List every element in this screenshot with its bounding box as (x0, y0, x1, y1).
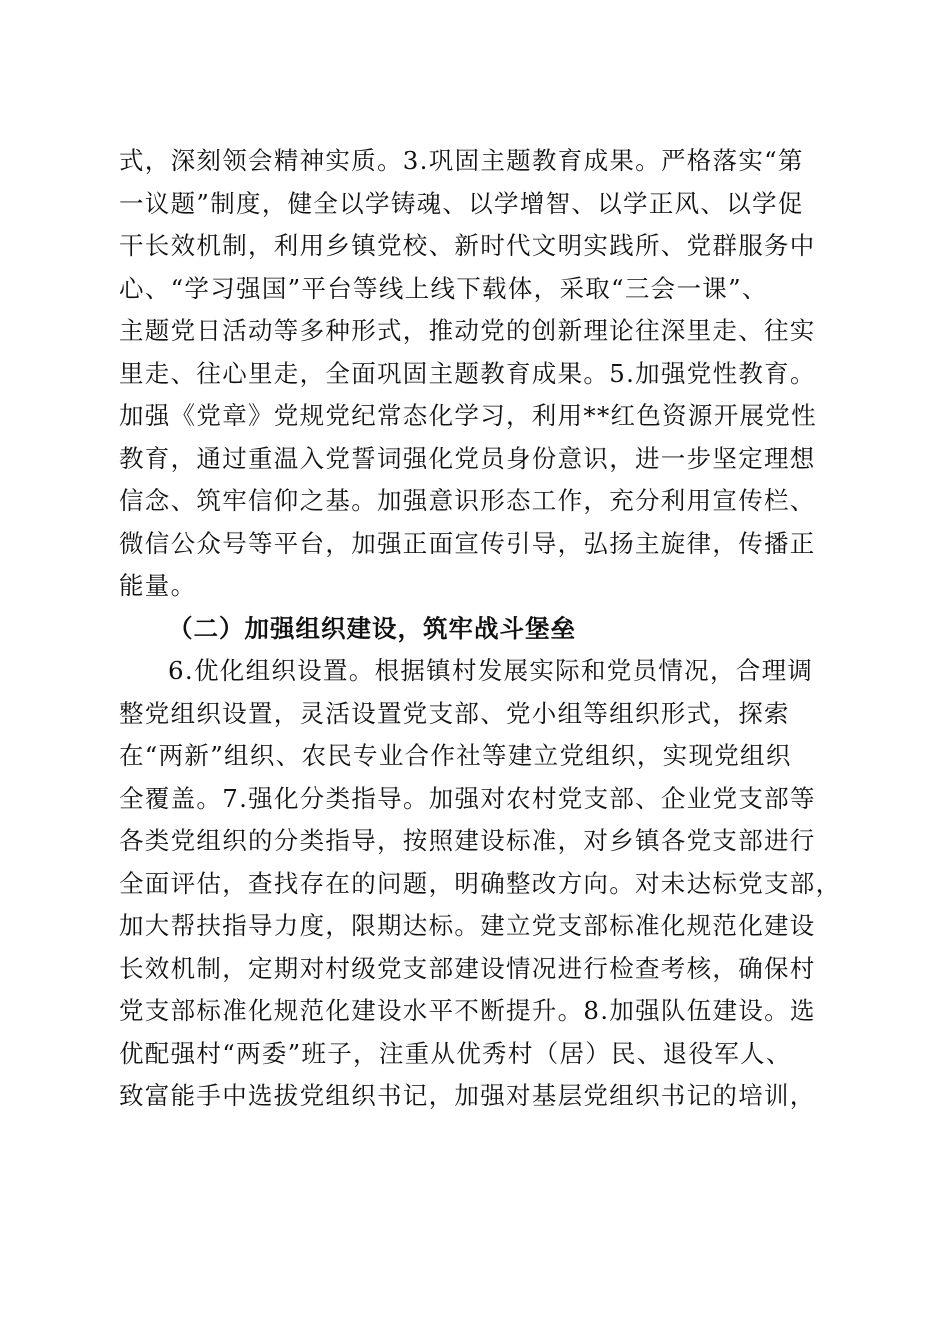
text-line: 一议题”制度，健全以学铸魂、以学增智、以学正风、以学促 (119, 188, 804, 218)
text-line: 式，深刻领会精神实质。3.巩固主题教育成果。严格落实“第 (119, 146, 804, 175)
text-line: 微信公众号等平台，加强正面宣传引导，弘扬主旋律，传播正 (119, 528, 816, 558)
document-body (119, 140, 842, 1118)
text-line: 6.优化组织设置。根据镇村发展实际和党员情况，合理调 (168, 656, 814, 685)
text-line: 致富能手中选拔党组织书记，加强对基层党组织书记的培训， (119, 1081, 816, 1110)
text-line: 能量。 (119, 571, 197, 600)
text-line: 党支部标准化规范化建设水平不断提升。8.加强队伍建设。选 (119, 996, 816, 1025)
text-line: 全面评估，查找存在的问题，明确整改方向。对未达标党支部， (119, 868, 842, 898)
text-line: 干长效机制，利用乡镇党校、新时代文明实践所、党群服务中 (119, 231, 816, 260)
text-line: 主题党日活动等多种形式，推动党的创新理论往深里走、往实 (119, 316, 816, 345)
text-line: 加强《党章》党规党纪常态化学习，利用**红色资源开展党性 (119, 401, 817, 430)
text-line: 里走、往心里走，全面巩固主题教育成果。5.加强党性教育。 (119, 358, 816, 388)
text-line: 加大帮扶指导力度，限期达标。建立党支部标准化规范化建设 (119, 911, 816, 940)
text-line: 全覆盖。7.强化分类指导。加强对农村党支部、企业党支部等 (119, 783, 816, 813)
text-line: 在“两新”组织、农民专业合作社等建立党组织，实现党组织 (119, 741, 792, 770)
text-line: 信念、筑牢信仰之基。加强意识形态工作，充分利用宣传栏、 (119, 486, 816, 515)
text-line: 心、“学习强国”平台等线上线下载体，采取“三会一课”、 (119, 273, 768, 303)
text-line: 各类党组织的分类指导，按照建设标准，对乡镇各党支部进行 (119, 826, 816, 855)
text-line: 整党组织设置，灵活设置党支部、党小组等组织形式，探索 (119, 698, 790, 728)
section-heading: （二）加强组织建设，筑牢战斗堡垒 (168, 613, 576, 643)
text-line: 教育，通过重温入党誓词强化党员身份意识，进一步坚定理想 (119, 443, 816, 473)
text-line: 优配强村“两委”班子，注重从优秀村（居）民、退役军人、 (119, 1038, 792, 1068)
text-line: 长效机制，定期对村级党支部建设情况进行检查考核，确保村 (119, 953, 816, 983)
